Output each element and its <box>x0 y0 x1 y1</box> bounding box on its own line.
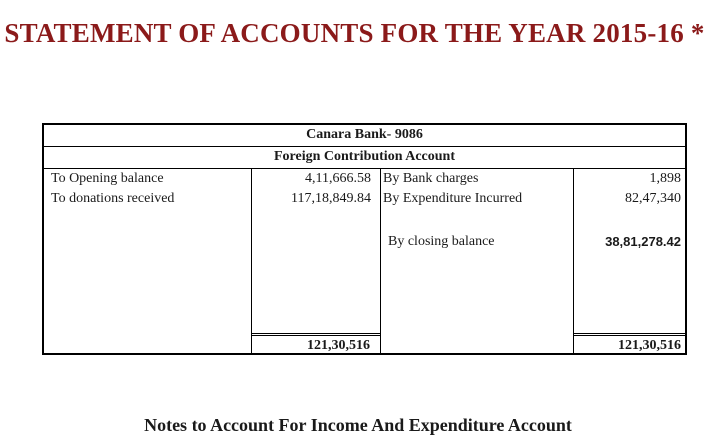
receipt-amount-donations: 117,18,849.84 <box>291 191 371 206</box>
total-receipts: 121,30,516 <box>307 338 370 353</box>
payment-amount-bank-charges: 1,898 <box>649 171 681 186</box>
total-payments: 121,30,516 <box>618 338 681 353</box>
column-divider <box>380 169 381 355</box>
payment-amount-closing-balance: 38,81,278.42 <box>605 234 681 249</box>
receipt-label-opening-balance: To Opening balance <box>51 171 164 186</box>
payment-amount-expenditure: 82,47,340 <box>625 191 681 206</box>
payment-label-bank-charges: By Bank charges <box>383 171 479 186</box>
receipt-amount-opening-balance: 4,11,666.58 <box>305 171 371 186</box>
column-divider <box>573 169 574 355</box>
bank-name-header: Canara Bank- 9086 <box>306 127 423 142</box>
payment-label-closing-balance: By closing balance <box>388 234 495 249</box>
payment-label-expenditure: By Expenditure Incurred <box>383 191 523 206</box>
notes-heading: Notes to Account For Income And Expenditure Account <box>144 415 572 435</box>
account-statement-table <box>42 123 687 355</box>
page-title: STATEMENT OF ACCOUNTS FOR THE YEAR 2015-16 * <box>4 18 705 48</box>
account-name-header: Foreign Contribution Account <box>274 149 455 164</box>
receipt-label-donations: To donations received <box>51 191 175 206</box>
